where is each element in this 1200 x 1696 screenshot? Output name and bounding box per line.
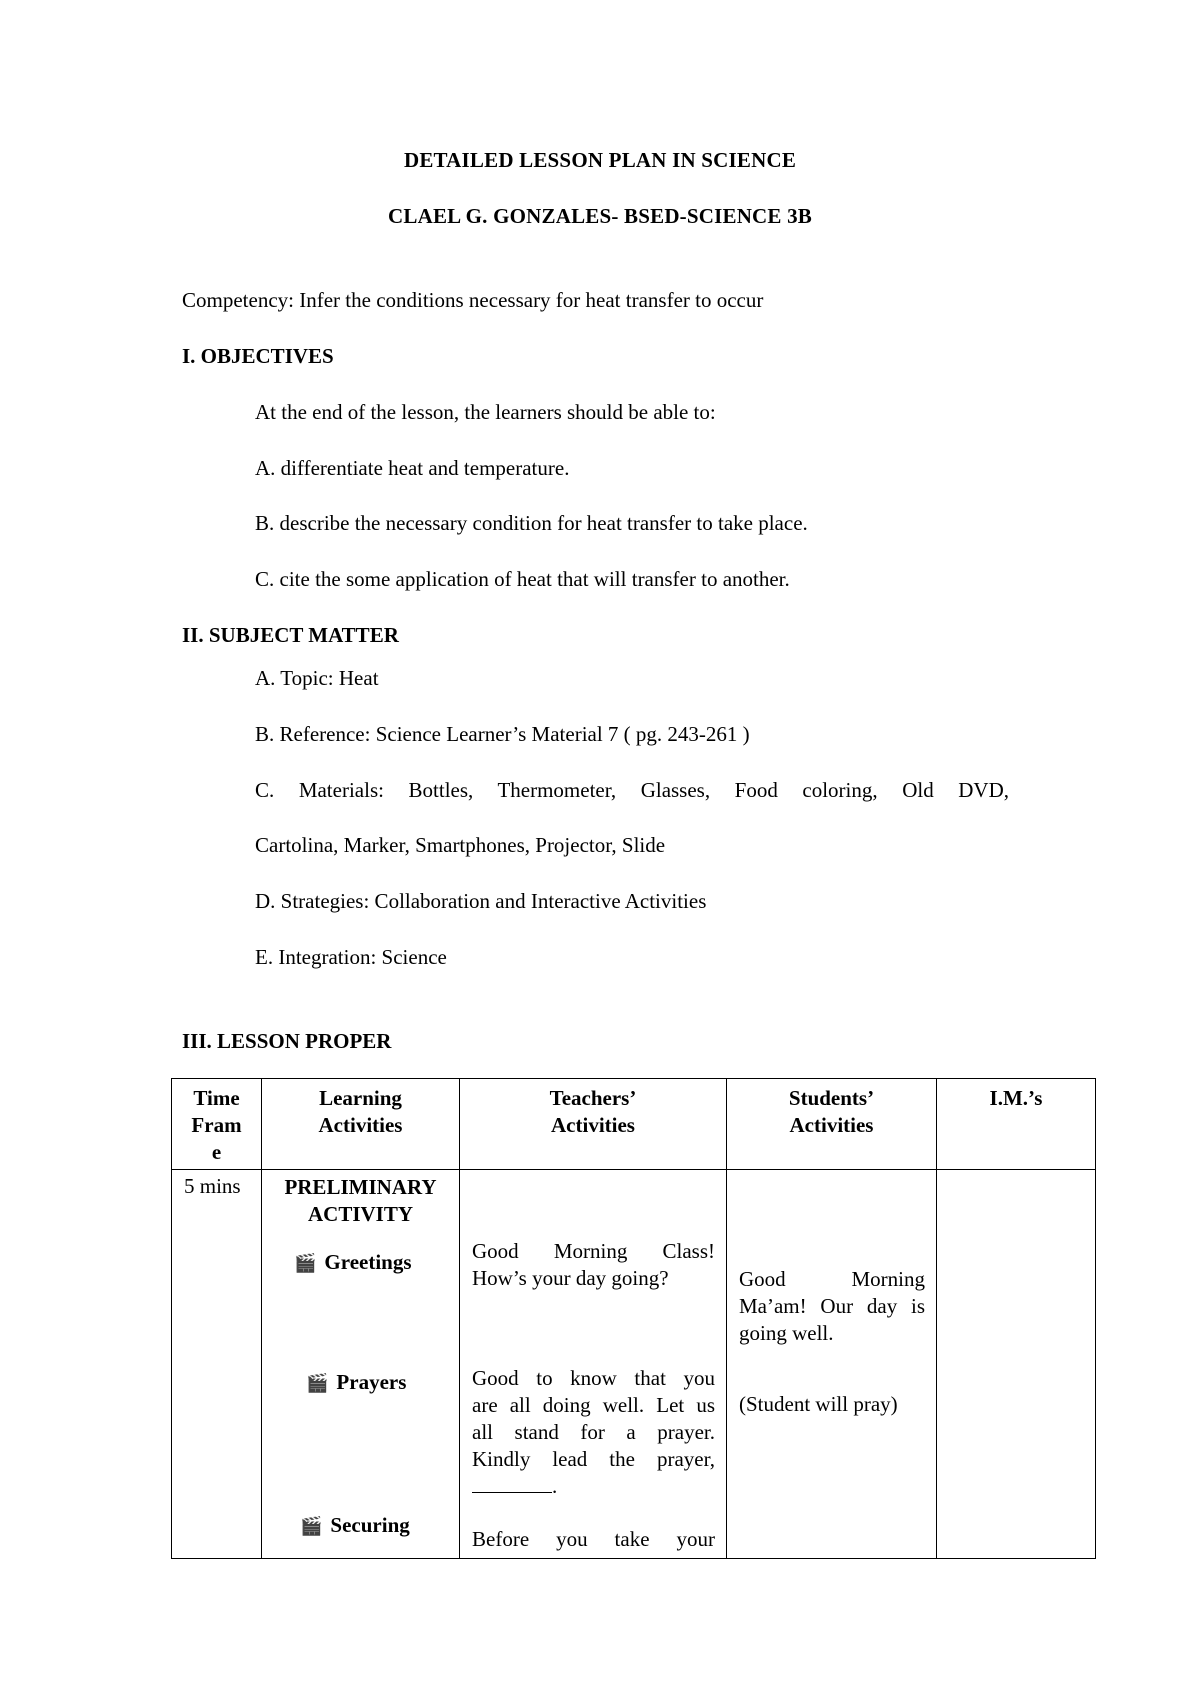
competency-text: Infer the conditions necessary for heat transfer to occur [293,288,764,312]
column-header-students-activities: Students’ Activities [727,1079,937,1170]
competency-line [182,288,763,313]
column-header-learning-activities: Learning Activities [262,1079,460,1170]
teacher-securing-text: Before you take your [472,1527,715,1551]
greetings-item: 🎬 Greetings [294,1250,412,1274]
teachers-activities-cell [460,1170,727,1559]
teacher-prayer-text: Good to know that you are all doing well. Let us all stand for a prayer. Kindly lead the prayer, . [472,1366,715,1498]
prayers-item: 🎬 Prayers [306,1370,407,1394]
subject-reference: B. Reference: Science Learner’s Material 7 ( pg. 243-261 ) [255,722,750,746]
time-frame-value: 5 mins [184,1174,241,1198]
ims-cell [937,1170,1096,1559]
teacher-greeting-text: Good Morning Class! How’s your day going? [472,1239,715,1290]
student-greeting-text: Good Morning Ma’am! Our day is going well. [739,1267,925,1345]
students-activities-cell [727,1170,937,1559]
student-prayer-text: (Student will pray) [739,1392,898,1416]
objective-item-a: A. differentiate heat and temperature. [255,456,570,480]
subject-topic: A. Topic: Heat [255,666,379,690]
objective-item-c: C. cite the some application of heat that will transfer to another. [255,567,790,591]
column-header-teachers-activities: Teachers’ Activities [460,1079,727,1170]
subject-strategies: D. Strategies: Collaboration and Interactive Activities [255,889,707,913]
lesson-table [171,1078,1096,1559]
clapperboard-icon: 🎬 [306,1373,329,1393]
objective-item-b: B. describe the necessary condition for heat transfer to take place. [255,511,808,535]
objectives-heading: I. OBJECTIVES [182,344,334,368]
blank-line [472,1474,552,1493]
clapperboard-icon: 🎬 [300,1516,323,1536]
subject-integration: E. Integration: Science [255,945,447,969]
document-title: DETAILED LESSON PLAN IN SCIENCE [403,148,797,172]
objectives-intro: At the end of the lesson, the learners should be able to: [255,400,716,424]
learning-activities-cell [262,1170,460,1559]
column-header-time-frame: Time Fram e [172,1079,262,1170]
subject-materials-line1: C. Materials: Bottles, Thermometer, Glasses, Food coloring, Old DVD, [255,778,1009,802]
clapperboard-icon: 🎬 [294,1253,317,1273]
time-frame-cell [172,1170,262,1559]
table-row [172,1170,1096,1559]
competency-label: Competency: [182,288,294,312]
lesson-proper-heading: III. LESSON PROPER [182,1029,392,1053]
table-header-row [172,1079,1096,1170]
securing-item: 🎬 Securing [300,1513,410,1537]
subject-materials-line2: Cartolina, Marker, Smartphones, Projector, Slide [255,833,666,857]
author-line: CLAEL G. GONZALES- BSED-SCIENCE 3B [388,204,812,228]
preliminary-activity-label: PRELIMINARY ACTIVITY [284,1175,437,1226]
subject-matter-heading: II. SUBJECT MATTER [182,623,399,647]
column-header-ims: I.M.’s [937,1079,1096,1170]
